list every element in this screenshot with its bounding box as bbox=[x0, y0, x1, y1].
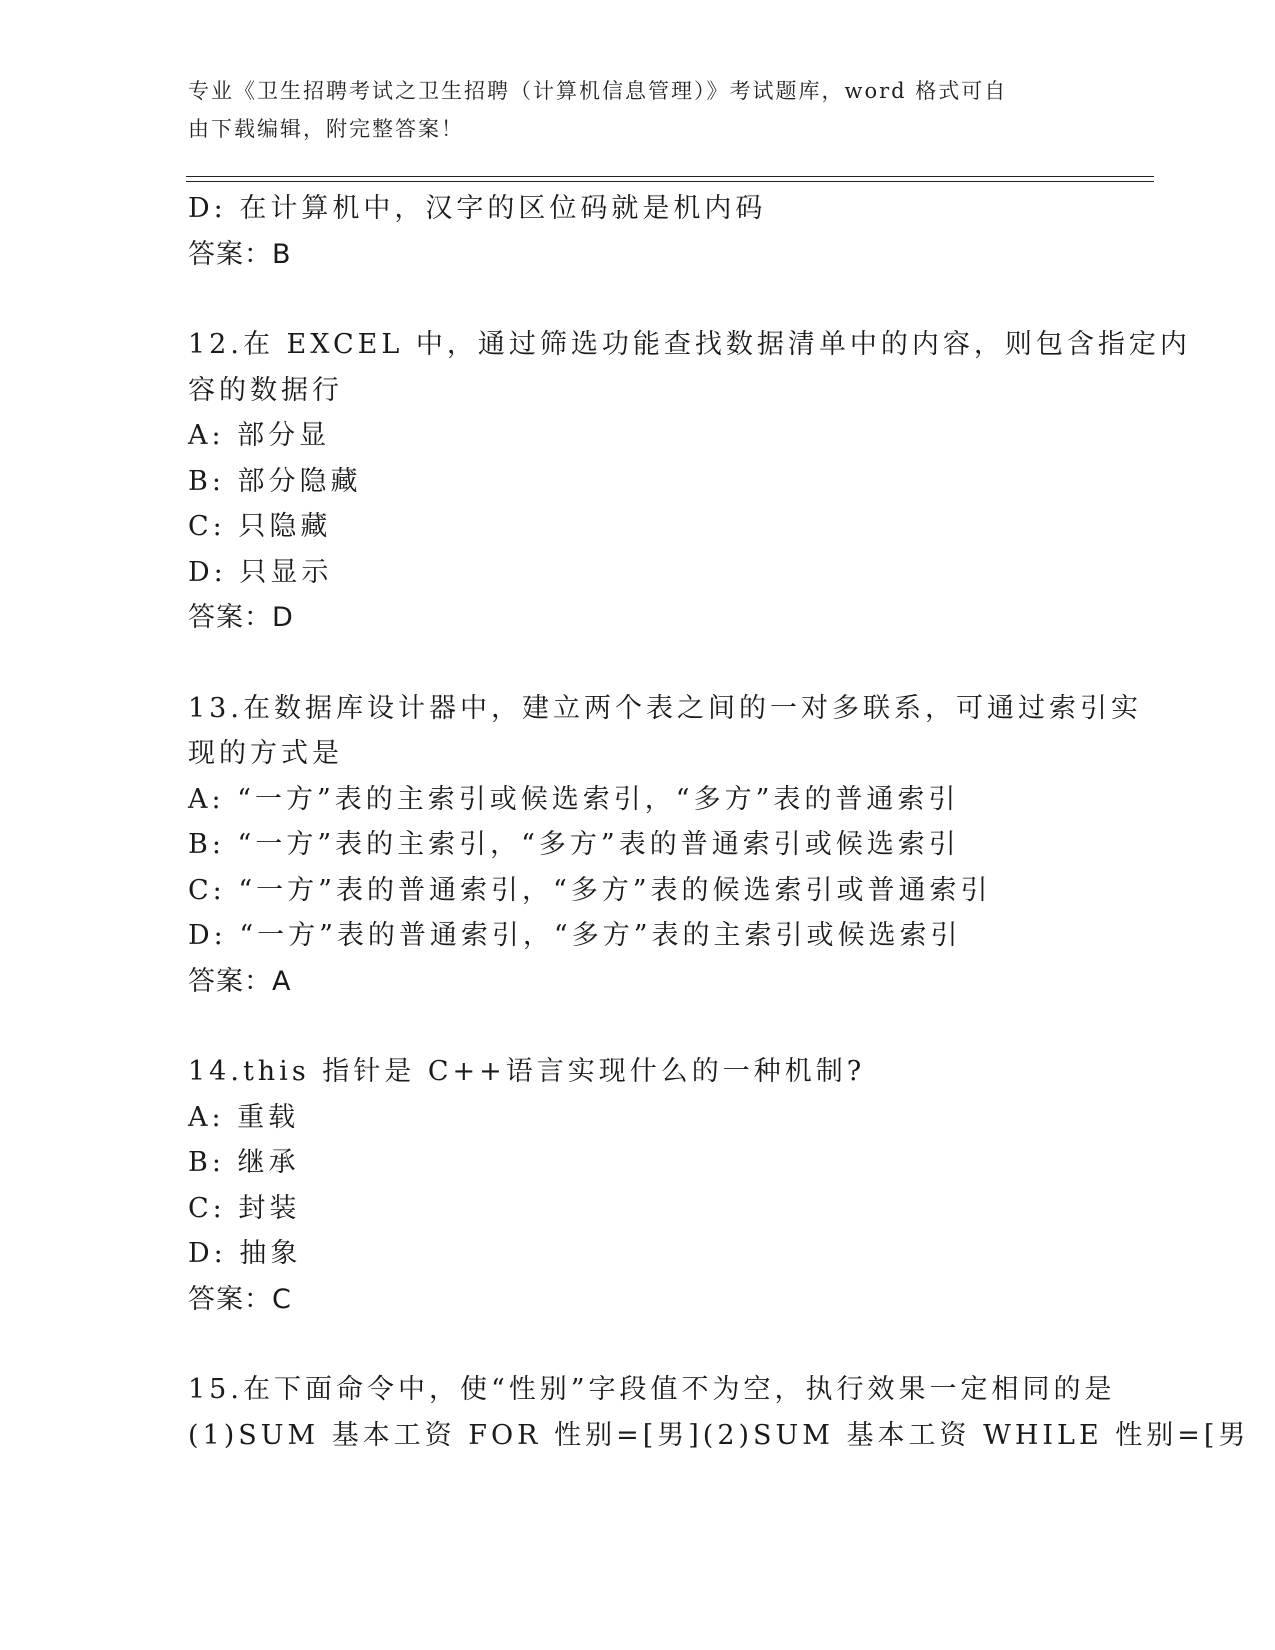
option-a: A: 重载 bbox=[188, 1101, 300, 1133]
option-c: C: 只隐藏 bbox=[188, 511, 332, 542]
option-d: D: “一方”表的普通索引，“多方”表的主索引或候选索引 bbox=[188, 920, 962, 951]
option-b: B: 部分隐藏 bbox=[188, 465, 362, 497]
question-15 bbox=[188, 1367, 1250, 1458]
question-13 bbox=[188, 686, 1142, 1005]
option-a: A: “一方”表的主索引或候选索引，“多方”表的普通索引 bbox=[188, 783, 960, 815]
option-c: C: “一方”表的普通索引，“多方”表的候选索引或普通索引 bbox=[188, 874, 992, 906]
document-header bbox=[188, 72, 1068, 148]
header-rule-bottom bbox=[186, 181, 1154, 182]
option-b: B: 继承 bbox=[188, 1147, 300, 1178]
question-stem-cont: 现的方式是 bbox=[188, 738, 343, 769]
option-d: D: 在计算机中，汉字的区位码就是机内码 bbox=[188, 193, 767, 224]
question-stem: 12.在 EXCEL 中，通过筛选功能查找数据清单中的内容，则包含指定内 bbox=[188, 329, 1191, 360]
question-11-tail bbox=[188, 186, 1088, 277]
answer-line: 答案：B bbox=[188, 238, 292, 270]
question-12 bbox=[188, 322, 1191, 641]
answer-line: 答案：D bbox=[188, 602, 294, 633]
header-line-1: 专业《卫生招聘考试之卫生招聘（计算机信息管理）》考试题库，word 格式可自 bbox=[188, 79, 1008, 103]
option-a: A: 部分显 bbox=[188, 420, 331, 451]
question-14 bbox=[188, 1049, 1088, 1322]
answer-line: 答案：A bbox=[188, 965, 292, 997]
option-b: B: “一方”表的主索引，“多方”表的普通索引或候选索引 bbox=[188, 829, 960, 860]
spacer bbox=[188, 277, 1088, 322]
question-stem: 15.在下面命令中，使“性别”字段值不为空，执行效果一定相同的是 bbox=[188, 1374, 1116, 1405]
question-list bbox=[188, 186, 1250, 1458]
header-line-2: 由下载编辑，附完整答案！ bbox=[188, 117, 464, 141]
spacer bbox=[188, 641, 1088, 686]
spacer bbox=[188, 1322, 1088, 1367]
option-d: D: 只显示 bbox=[188, 556, 333, 588]
option-d: D: 抽象 bbox=[188, 1238, 302, 1269]
spacer bbox=[188, 1004, 1088, 1049]
question-stem-cont: (1)SUM 基本工资 FOR 性别=[男](2)SUM 基本工资 WHILE 性别=[男 bbox=[188, 1419, 1250, 1451]
option-c: C: 封装 bbox=[188, 1192, 301, 1224]
header-rule-top bbox=[186, 176, 1154, 177]
question-stem: 13.在数据库设计器中，建立两个表之间的一对多联系，可通过索引实 bbox=[188, 692, 1142, 724]
question-stem-cont: 容的数据行 bbox=[188, 374, 343, 406]
question-stem: 14.this 指针是 C++语言实现什么的一种机制? bbox=[188, 1056, 866, 1087]
answer-line: 答案：C bbox=[188, 1283, 292, 1315]
